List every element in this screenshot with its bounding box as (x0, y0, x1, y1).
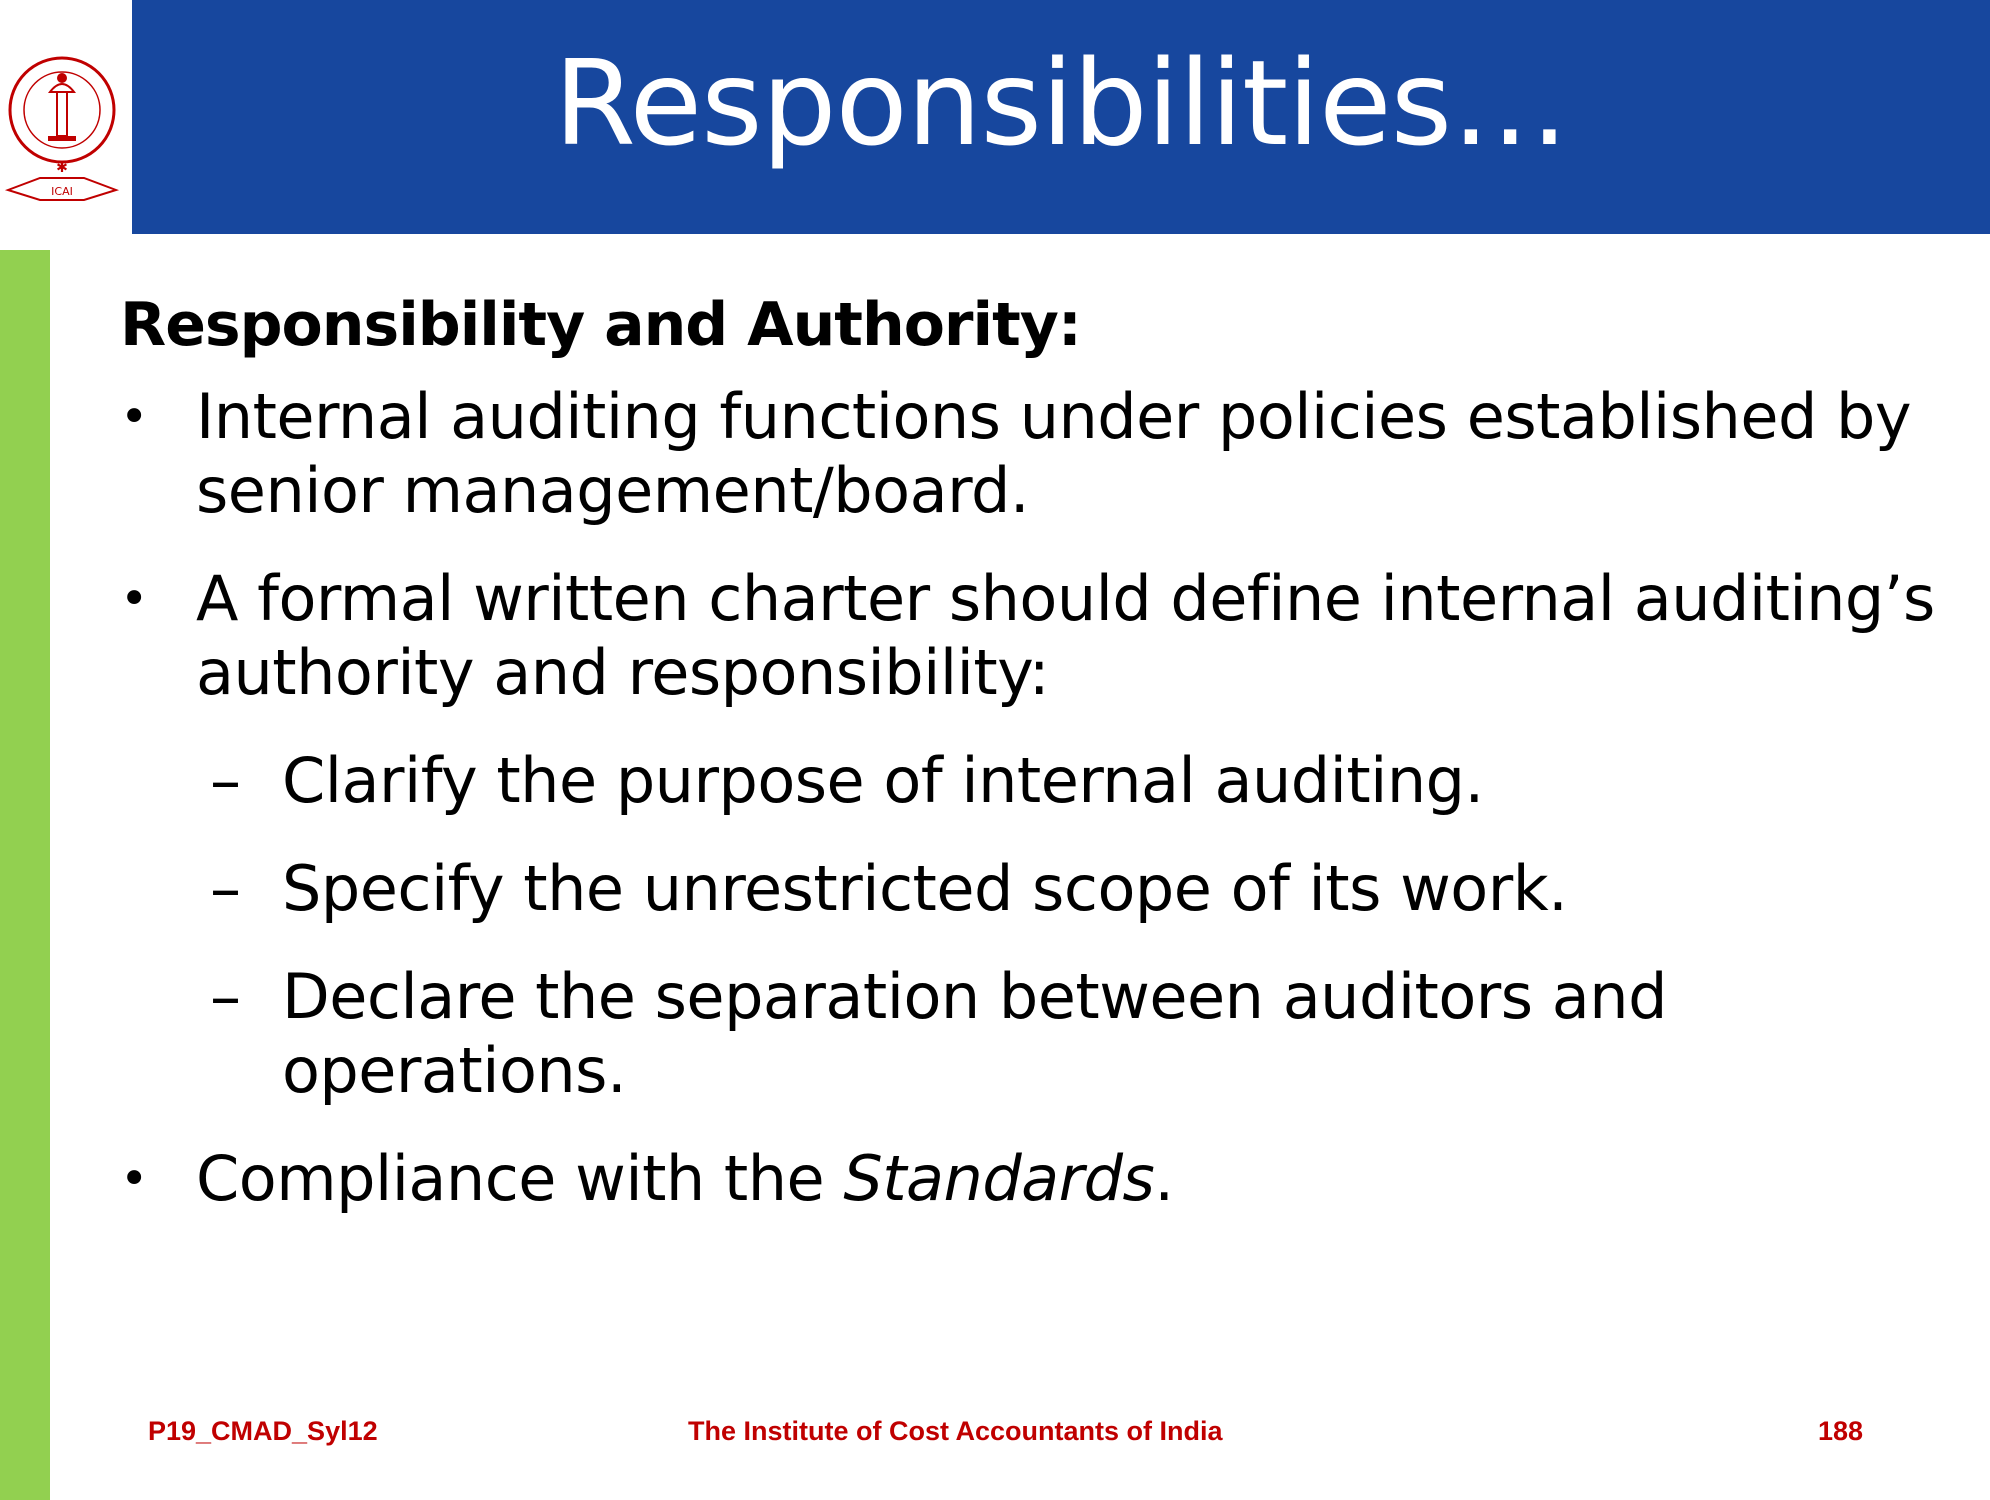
bullet-marker: • (120, 1151, 148, 1207)
dash-marker: – (210, 852, 241, 925)
bullet-text-end: . (1154, 1142, 1174, 1215)
svg-text:ICAI: ICAI (51, 185, 73, 198)
institute-logo (0, 0, 132, 236)
title-bar (132, 0, 1990, 234)
bullet-marker: • (120, 571, 148, 627)
side-accent-strip (0, 250, 50, 1500)
sub-bullet-item (120, 960, 1970, 1108)
bullet-item (120, 1142, 1970, 1216)
dash-marker: – (210, 744, 241, 817)
bullet-text-lead: Compliance with the (196, 1142, 844, 1215)
slide-content (120, 290, 1970, 1250)
bullet-item (120, 380, 1970, 528)
footer-institute-name: The Institute of Cost Accountants of India (688, 1416, 1223, 1446)
footer-page-number: 188 (1818, 1416, 1864, 1446)
footer-course-code: P19_CMAD_Syl12 (148, 1416, 378, 1446)
sub-bullet-text: Clarify the purpose of internal auditing. (282, 744, 1484, 817)
sub-bullet-item (120, 744, 1970, 818)
slide-title: Responsibilities… (553, 34, 1569, 172)
section-heading: Responsibility and Authority: (120, 290, 1081, 360)
institute-emblem-icon (0, 0, 132, 236)
sub-bullet-item (120, 852, 1970, 926)
bullet-text: A formal written charter should define internal auditing’s authority and responsibility: (196, 562, 1935, 709)
bullet-item (120, 562, 1970, 710)
sub-bullet-text: Specify the unrestricted scope of its work. (282, 852, 1568, 925)
bullet-marker: • (120, 389, 148, 445)
bullet-text: Internal auditing functions under policies established by senior management/board. (196, 380, 1912, 527)
sub-bullet-text: Declare the separation between auditors and operations. (282, 960, 1667, 1107)
standards-emphasis: Standards (843, 1142, 1155, 1215)
svg-text:✱: ✱ (56, 160, 68, 176)
dash-marker: – (210, 960, 241, 1033)
